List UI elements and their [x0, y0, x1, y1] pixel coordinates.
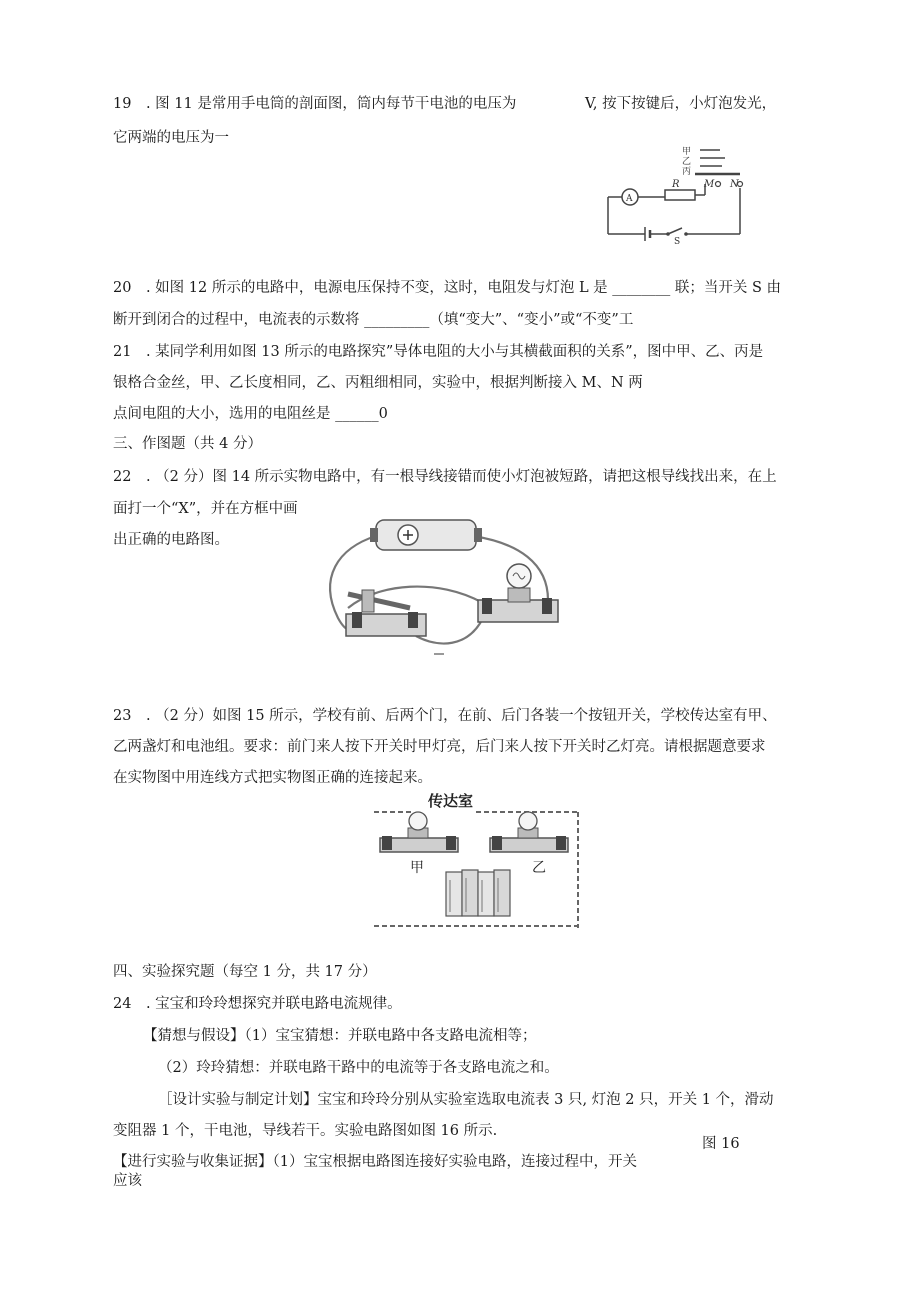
q24-experiment-line1: 【进行实验与收集证据】（1）宝宝根据电路图连接好实验电路，连接过程中，开关 [113, 1154, 637, 1170]
q21-line3: 点间电阻的大小，选用的电阻丝是 ______0 [113, 406, 388, 422]
fig13-label-m: M [704, 179, 715, 190]
q21-line1: 21 . 某同学利用如图 13 所示的电路探究”导体电阻的大小与其横截面积的关系”，图中甲、乙、丙是 [113, 344, 764, 360]
fig13-label-s: S [674, 237, 681, 247]
q24-hypothesis-2: （2）玲玲猜想：并联电路干路中的电流等于各支路电流之和。 [158, 1060, 559, 1076]
q22-line3: 出正确的电路图。 [113, 532, 229, 548]
q22-line1: 22 . （2 分）图 14 所示实物电路中，有一根导线接错而使小灯泡被短路，请把这根导线找出来，在上 [113, 469, 777, 485]
q20-line2: 断开到闭合的过程中，电流表的示数将 _________（填“变大”、“变小”或“不变”工 [113, 312, 634, 328]
q24-line1: 24 . 宝宝和玲玲想探究并联电路电流规律。 [113, 996, 402, 1012]
fig15-lamp-right-label: 乙 [532, 860, 546, 876]
q21-line2: 银格合金丝，甲、乙长度相同，乙、丙粗细相同，实验中，根据判断接入 M、N 两 [113, 375, 643, 391]
fig15-lamp-left-label: 甲 [410, 860, 424, 876]
figure-16-label: 图 16 [702, 1136, 740, 1152]
figure-14-physical-circuit [318, 508, 578, 658]
fig13-label-n: N [730, 179, 739, 190]
q19-line2: 它两端的电压为一 [113, 130, 229, 146]
fig15-room-label: 传达室 [428, 793, 474, 810]
q22-line2: 面打一个“X”，并在方框中画 [113, 501, 298, 517]
fig13-label-yi: 乙 [682, 157, 692, 167]
q23-line3: 在实物图中用连线方式把实物图正确的连接起来。 [113, 770, 432, 786]
q23-line2: 乙两盏灯和电池组。要求：前门来人按下开关时甲灯亮，后门来人按下开关时乙灯亮。请根据题意要求 [113, 739, 766, 755]
q24-hypothesis-1: 【猜想与假设】（1）宝宝猜想：并联电路中各支路电流相等； [143, 1028, 537, 1044]
section-4-title: 四、实验探究题（每空 1 分，共 17 分） [113, 964, 377, 980]
section-3-title: 三、作图题（共 4 分） [113, 436, 262, 452]
figure-13-circuit [600, 140, 750, 250]
fig13-label-bing: 丙 [682, 167, 692, 177]
fig13-label-r: R [672, 179, 680, 190]
q19-line1: 19 . 图 11 是常用手电筒的剖面图，筒内每节干电池的电压为 [113, 96, 517, 112]
figure-15-room [366, 790, 596, 930]
fig13-label-jia: 甲 [682, 147, 692, 157]
fig13-label-a: A [626, 194, 633, 204]
q24-experiment-line2: 应该 [113, 1173, 142, 1189]
q20-line1: 20 . 如图 12 所示的电路中，电源电压保持不变，这时，电阻发与灯泡 L 是 ________ 联；当开关 S 由 [113, 280, 782, 296]
q23-line1: 23 . （2 分）如图 15 所示，学校有前、后两个门，在前、后门各装一个按钮开关，学校传达室有甲、 [113, 708, 777, 724]
q19-line1-right: V, 按下按键后，小灯泡发光， [585, 96, 777, 112]
q24-plan-line1: ［设计实验与制定计划】宝宝和玲玲分别从实验室选取电流表 3 只, 灯泡 2 只，开关 1 个，滑动 [158, 1092, 774, 1108]
q24-plan-line2: 变阻器 1 个，干电池，导线若干。实验电路图如图 16 所示. [113, 1123, 498, 1139]
